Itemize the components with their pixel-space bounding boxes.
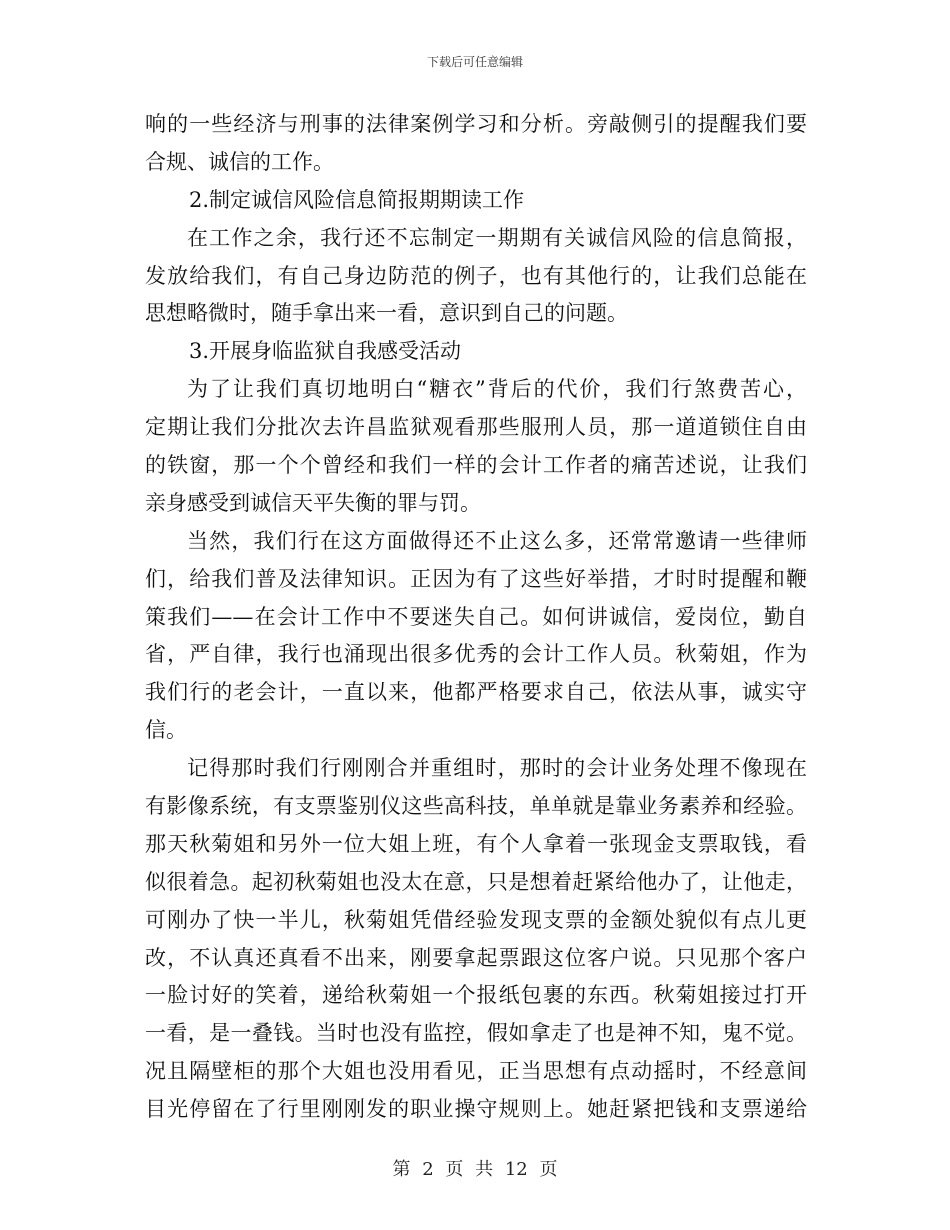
text-line: 的铁窗，那一个个曾经和我们一样的会计工作者的痛苦述说，让我们 <box>145 453 807 478</box>
document-body <box>145 106 807 1129</box>
text-line: 似很着急。起初秋菊姐也没太在意，只是想着赶紧给他办了，让他走， <box>145 869 807 894</box>
text-line: 我们行的老会计，一直以来，他都严格要求自己，依法从事，诚实守 <box>145 680 807 705</box>
text-line: 那天秋菊姐和另外一位大姐上班，有个人拿着一张现金支票取钱，看 <box>145 831 807 856</box>
text-line: 为了让我们真切地明白“糖衣”背后的代价，我们行煞费苦心， <box>187 377 807 402</box>
text-line: 合规、诚信的工作。 <box>145 149 334 174</box>
text-line: 一脸讨好的笑着，递给秋菊姐一个报纸包裹的东西。秋菊姐接过打开 <box>145 983 807 1008</box>
text-line: 一看，是一叠钱。当时也没有监控，假如拿走了也是神不知，鬼不觉。 <box>145 1021 807 1046</box>
text-line: 有影像系统，有支票鉴别仪这些高科技，单单就是靠业务素养和经验。 <box>145 794 807 819</box>
text-line: 们，给我们普及法律知识。正因为有了这些好举措，才时时提醒和鞭 <box>145 566 807 591</box>
text-line: 亲身感受到诚信天平失衡的罪与罚。 <box>145 490 481 515</box>
text-line: 响的一些经济与刑事的法律案例学习和分析。旁敲侧引的提醒我们要 <box>145 112 807 136</box>
text-line: 当然，我们行在这方面做得还不止这么多，还常常邀请一些律师 <box>187 528 807 553</box>
text-line: 2.制定诚信风险信息简报期期读工作 <box>189 187 525 212</box>
page-header: 下载后可任意编辑 <box>426 55 523 69</box>
text-line: 3.开展身临监狱自我感受活动 <box>189 339 462 364</box>
page-footer: 第 2 页 共 12 页 <box>392 1159 558 1180</box>
text-line: 记得那时我们行刚刚合并重组时，那时的会计业务处理不像现在 <box>187 756 807 781</box>
text-line: 况且隔壁柜的那个大姐也没用看见，正当思想有点动摇时，不经意间 <box>145 1059 807 1084</box>
text-line: 可刚办了快一半儿，秋菊姐凭借经验发现支票的金额处貌似有点儿更 <box>145 907 807 932</box>
text-line: 策我们——在会计工作中不要迷失自己。如何讲诚信，爱岗位，勤自 <box>145 604 807 629</box>
text-line: 改，不认真还真看不出来，刚要拿起票跟这位客户说。只见那个客户 <box>145 945 807 970</box>
text-line: 信。 <box>145 718 187 743</box>
text-line: 思想略微时，随手拿出来一看，意识到自己的问题。 <box>145 301 628 326</box>
text-line: 发放给我们，有自己身边防范的例子，也有其他行的，让我们总能在 <box>145 263 807 288</box>
text-line: 在工作之余，我行还不忘制定一期期有关诚信风险的信息简报， <box>187 225 807 250</box>
text-line: 定期让我们分批次去许昌监狱观看那些服刑人员，那一道道锁住自由 <box>145 415 807 440</box>
text-line: 省，严自律，我行也涌现出很多优秀的会计工作人员。秋菊姐，作为 <box>145 642 807 667</box>
text-line: 目光停留在了行里刚刚发的职业操守规则上。她赶紧把钱和支票递给 <box>145 1097 807 1122</box>
